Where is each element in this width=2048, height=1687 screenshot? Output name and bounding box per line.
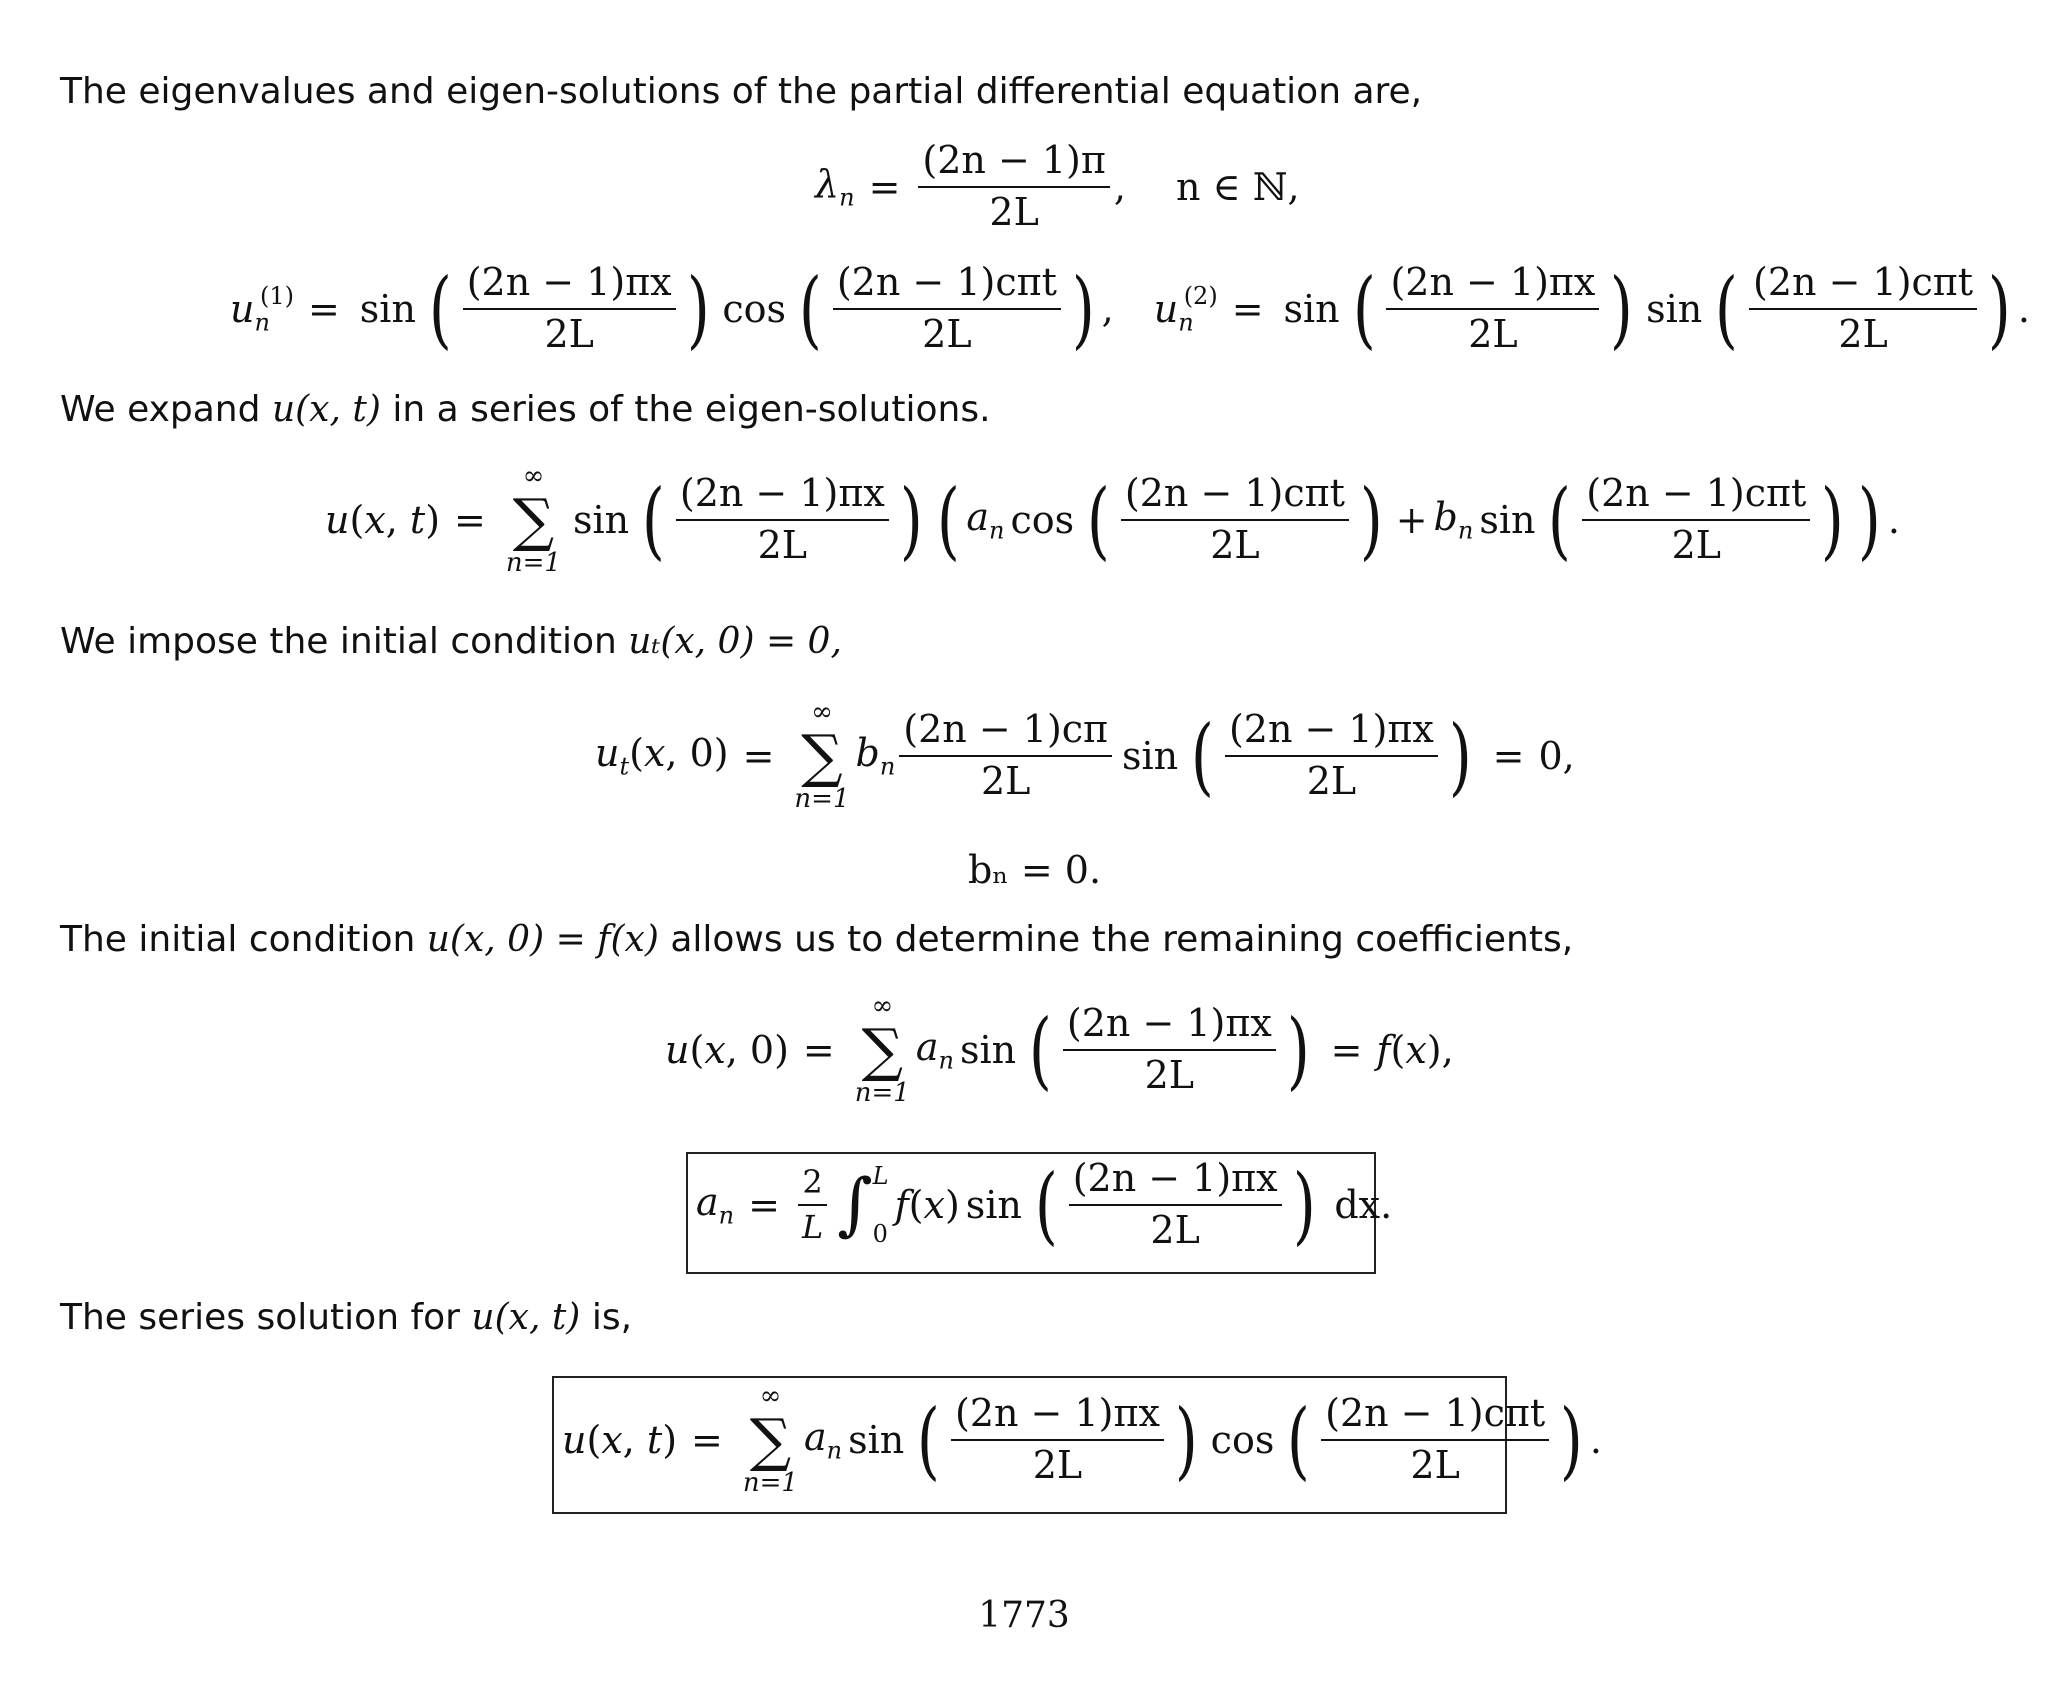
u2-superscript: (2) (1183, 281, 1218, 310)
equation-final-solution: u(x, t) = ∞ ∑ n=1 $a_n$ sin ( $\frac{(2n - 1)\pi x}{2L}$ ) cos ( $\frac{\text{(2n − 1)cπt}}{2L}$ ) . (562, 1381, 1603, 1498)
equation-general-series: u(x, t) = ∞ ∑ n=1 sin ( $\frac{(2n - 1)\pi x}{2L}$ ) ( $a_n$ cos ( $\frac{\text{(2n − 1)cπt}}{2L}$ ) + $b_n$ sin ( $\frac{\text{(2n − 1)cπt}}{2L}$ ) ) . (325, 461, 1900, 578)
equation-eigen-solutions: $u_n^{(1)}$ = sin ( $\frac{(2n - 1)\pi x}{2L}$ ) cos ( $\frac{\text{(2n − 1)cπt}}{2L}$ ) , $u_n^{(2)}$ = sin ( $\frac{(2n - 1)\pi x}{2L}$ ) sin ( $\frac{\text{(2n − 1)cπt}}{2L}$ ) . (230, 259, 2030, 358)
sin-fn: sin (359, 286, 416, 331)
paragraph-expand-series: We expand u(x, t) in a series of the eigen-solutions. (60, 389, 991, 430)
paragraph-series-solution: The series solution for u(x, t) is, (60, 1297, 633, 1338)
fraction-numerator: (2n − 1)π (918, 140, 1109, 188)
paragraph-initial-displacement: The initial condition u(x, 0) = f(x) allows us to determine the remaining coefficients, (60, 919, 1574, 960)
cos-fn: cos (722, 286, 787, 331)
equation-an-coefficient: $a_n$ = $\frac{2}{L}$ ∫ L 0 f(x) sin ( $\frac{(2n - 1)\pi x}{2L}$ ) dx. (696, 1155, 1393, 1254)
equation-eigenvalue: $\lambda_n$ = $\frac{(2n - 1)\pi}{2L}$ , n ∈ ℕ, (815, 138, 1300, 234)
page-number: 1773 (978, 1595, 1070, 1636)
fraction-denominator: 2L (989, 189, 1039, 234)
n-in-naturals: n ∈ ℕ, (1175, 164, 1300, 209)
integral-operator: ∫ L 0 (837, 1161, 889, 1248)
summation-operator: ∞ ∑ n=1 (505, 461, 561, 578)
equation-bn-zero: bₙ = 0. (968, 848, 1102, 892)
equation-ut-series: $u_t(x$, 0) = ∞ ∑ n=1 $b_n$ $\frac{(2n - 1)c\pi}{2L}$ sin ( $\frac{(2n - 1)\pi x}{2L}$ ) = 0, (595, 697, 1575, 814)
equation-u-initial-series: u(x, 0) = ∞ ∑ n=1 $a_n$ sin ( $\frac{(2n - 1)\pi x}{2L}$ ) = f(x), (665, 991, 1454, 1108)
u1-superscript: (1) (259, 281, 294, 310)
paragraph-initial-velocity: We impose the initial condition uₜ(x, 0) = 0, (60, 621, 842, 662)
paragraph-eigenvalues-intro: The eigenvalues and eigen-solutions of the partial differential equation are, (60, 71, 1423, 112)
